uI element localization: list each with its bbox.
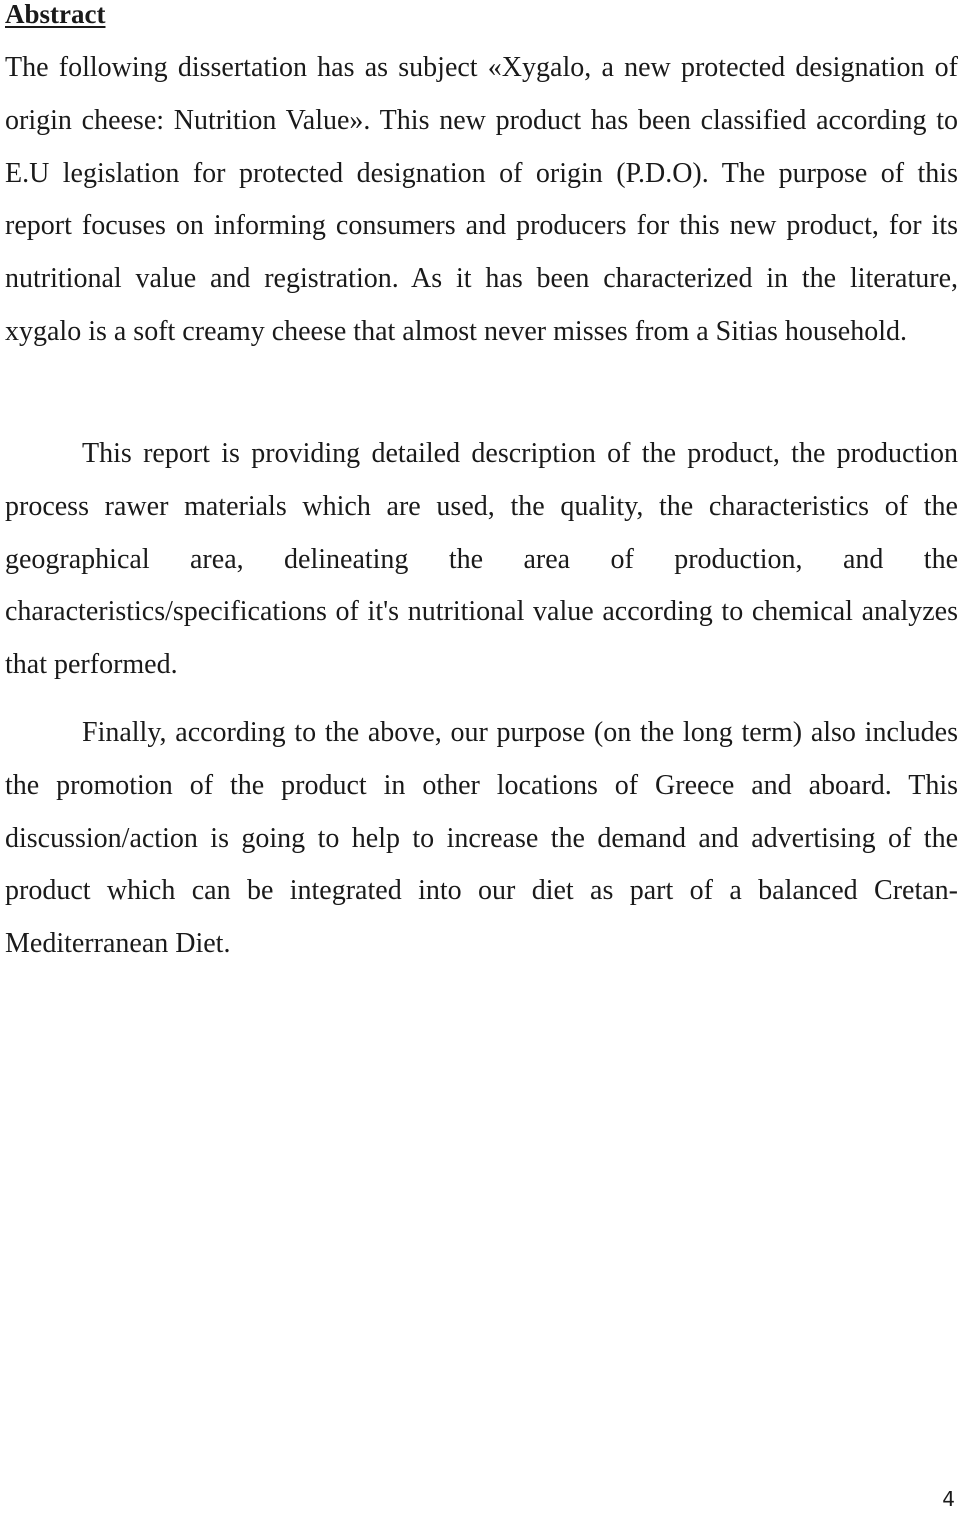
abstract-paragraph-3: Finally, according to the above, our purpose (on the long term) also includes the promotion of the product in other locations of Greece and aboard. This discussion/action is going to help to increase the demand and advertising of the product which can be integrated into our diet as part of a balanced Cretan-Mediterranean Diet. (5, 717, 958, 960)
abstract-paragraph-2: This report is providing detailed description of the product, the production process rawer materials which are used, the quality, the characteristics of the geographical area, delineating the area of production, and the characteristics/specifications of it's nutritional value according to chemical analyzes that performed. (5, 438, 958, 681)
abstract-paragraph-1: The following dissertation has as subject «Xygalo, a new protected designation of origin cheese: Nutrition Value». This new product has been classified according to E.U legislation for protected designation of origin (P.D.O). The purpose of this report focuses on informing consumers and producers for this new product, for its nutritional value and registration. As it has been characterized in the literature, xygalo is a soft creamy cheese that almost never misses from a Sitias household. (5, 52, 958, 347)
page-number: 4 (942, 1487, 955, 1511)
abstract-heading: Abstract (5, 0, 106, 29)
